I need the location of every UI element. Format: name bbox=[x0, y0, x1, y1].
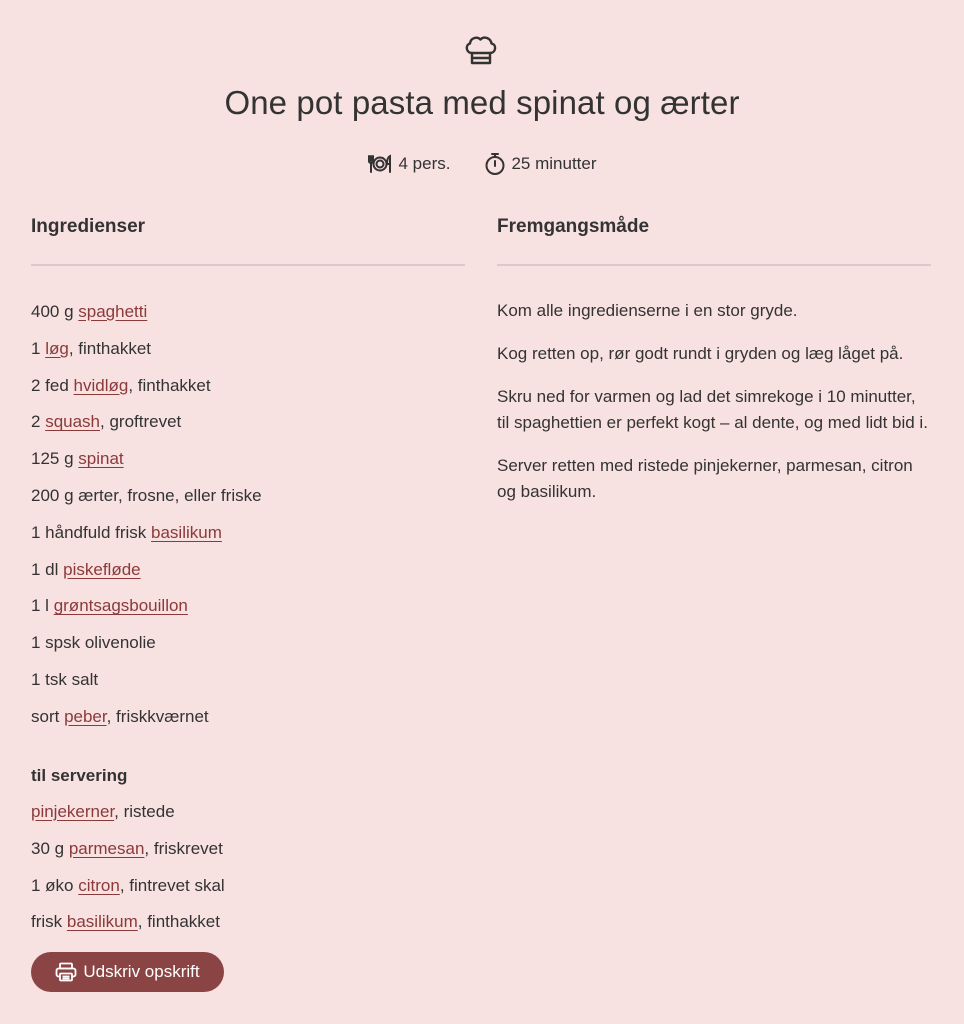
ingredient-link[interactable]: spaghetti bbox=[78, 302, 148, 321]
method-divider bbox=[497, 264, 931, 266]
ingredient-link[interactable]: spinat bbox=[78, 449, 124, 469]
ingredient-link[interactable]: hvidløg bbox=[73, 375, 129, 395]
ingredient-text: 200 g ærter, frosne, eller friske bbox=[31, 485, 262, 505]
ingredient-item bbox=[31, 556, 465, 593]
ingredient-suffix: , fintrevet skal bbox=[119, 875, 225, 895]
ingredient-item bbox=[31, 703, 465, 740]
ingredient-text: 1 spsk olivenolie bbox=[31, 633, 156, 653]
method-section bbox=[497, 210, 931, 501]
recipe-title: One pot pasta med spinat og ærter bbox=[224, 84, 740, 121]
ingredient-item bbox=[31, 408, 465, 445]
serving-item bbox=[31, 908, 465, 945]
ingredient-link[interactable]: squash bbox=[45, 412, 101, 432]
ingredient-text: sort bbox=[31, 706, 65, 726]
ingredient-suffix: , finthakket bbox=[137, 912, 220, 932]
ingredient-item bbox=[31, 592, 465, 629]
ingredient-link[interactable]: parmesan bbox=[68, 838, 145, 858]
serving-heading: til servering bbox=[31, 766, 128, 785]
ingredient-link[interactable]: pinjekerner bbox=[31, 802, 115, 821]
ingredient-item bbox=[31, 519, 465, 556]
ingredient-suffix: , ristede bbox=[114, 802, 175, 821]
ingredient-item bbox=[31, 666, 465, 703]
ingredient-list bbox=[31, 298, 465, 740]
ingredient-link[interactable]: løg bbox=[45, 338, 69, 358]
serving-item bbox=[31, 835, 465, 872]
method-steps bbox=[497, 298, 931, 522]
ingredient-link[interactable]: grøntsagsbouillon bbox=[53, 596, 188, 616]
ingredient-item bbox=[31, 629, 465, 666]
ingredient-suffix: , finthakket bbox=[68, 338, 152, 358]
ingredient-suffix: , finthakket bbox=[128, 375, 211, 395]
ingredient-text: 1 bbox=[31, 338, 46, 358]
serving-item bbox=[31, 872, 465, 909]
servings-info bbox=[367, 154, 450, 174]
ingredient-text: 1 tsk salt bbox=[31, 669, 99, 689]
ingredient-item bbox=[31, 482, 465, 519]
print-button-label: Udskriv opskrift bbox=[83, 962, 200, 981]
ingredient-text: 30 g bbox=[31, 838, 69, 858]
ingredient-suffix: , groftrevet bbox=[100, 412, 182, 432]
ingredient-suffix: , friskkværnet bbox=[106, 706, 209, 726]
ingredient-item bbox=[31, 335, 465, 372]
method-heading: Fremgangsmåde bbox=[497, 216, 650, 237]
ingredient-text: frisk bbox=[31, 912, 67, 932]
method-step: Kom alle ingredienserne i en stor gryde. bbox=[497, 301, 798, 320]
serving-list bbox=[31, 798, 465, 945]
ingredients-heading: Ingredienser bbox=[31, 216, 146, 237]
serving-item bbox=[31, 798, 465, 835]
ingredients-divider bbox=[31, 264, 465, 266]
ingredient-text: 400 g bbox=[31, 302, 79, 321]
ingredients-section bbox=[31, 210, 465, 981]
method-step: Skru ned for varmen og lad det simrekoge i 10 minutter, til spaghettien er perfekt kogt – al dente, og med lidt bid i. bbox=[497, 387, 928, 432]
ingredient-text: 125 g bbox=[31, 449, 79, 469]
ingredient-text: 1 dl bbox=[31, 559, 64, 579]
ingredient-item bbox=[31, 298, 465, 335]
ingredient-link[interactable]: basilikum bbox=[151, 522, 222, 542]
ingredient-link[interactable]: citron bbox=[78, 875, 120, 895]
ingredient-text: 2 bbox=[31, 412, 46, 432]
ingredient-text: 1 øko bbox=[31, 875, 79, 895]
ingredient-link[interactable]: piskefløde bbox=[63, 559, 141, 579]
ingredient-item bbox=[31, 372, 465, 409]
time-text: 25 minutter bbox=[511, 154, 597, 173]
chef-hat-icon bbox=[462, 34, 500, 66]
ingredient-text: 2 fed bbox=[31, 375, 74, 395]
servings-text: 4 pers. bbox=[398, 154, 451, 173]
printer-icon bbox=[55, 962, 77, 982]
ingredient-item bbox=[31, 445, 465, 482]
print-recipe-button[interactable] bbox=[31, 952, 224, 992]
ingredient-text: 1 l bbox=[31, 596, 54, 616]
ingredient-link[interactable]: peber bbox=[64, 706, 107, 726]
ingredient-text: 1 håndfuld frisk bbox=[31, 522, 152, 542]
method-step: Server retten med ristede pinjekerner, parmesan, citron og basilikum. bbox=[497, 456, 913, 501]
ingredient-link[interactable]: basilikum bbox=[66, 912, 138, 932]
recipe-meta bbox=[0, 152, 964, 176]
stopwatch-icon bbox=[484, 152, 506, 176]
method-step: Kog retten op, rør godt rundt i gryden og læg låget på. bbox=[497, 344, 904, 363]
ingredient-suffix: , friskrevet bbox=[144, 838, 223, 858]
plate-cutlery-icon bbox=[367, 154, 393, 174]
time-info bbox=[484, 152, 596, 176]
